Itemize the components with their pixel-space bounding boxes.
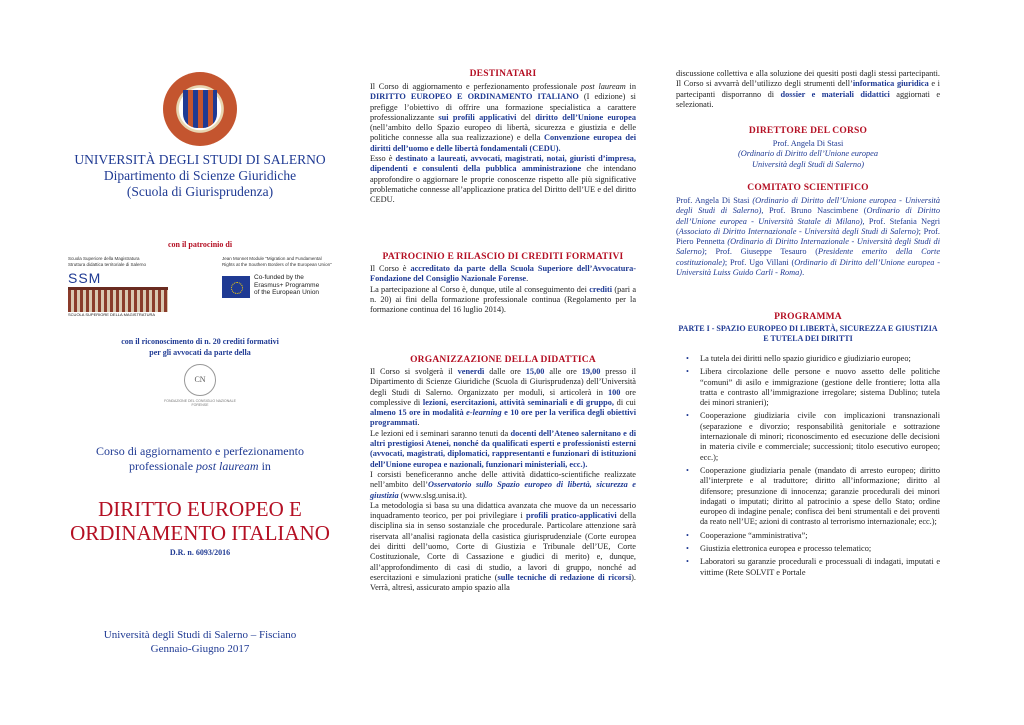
parte-heading: PARTE I - SPAZIO EUROPEO DI LIBERTÀ, SICUREZZA E GIUSTIZIA E TUTELA DEI DIRITTI [678, 324, 938, 343]
list-item: • Cooperazione giudiziaria civile con implicazioni transnazionali (separazione e divorzio; responsabilità genitoriale e sottrazione internazionale di minori; riconoscimento ed esecuzione delle decisioni in materia civile e commerciale; successioni; titolo esecutivo europeo; ecc.); [700, 411, 940, 462]
patrocinio-label: con il patrocinio di [167, 240, 233, 249]
list-item: • Cooperazione giudiziaria penale (mandato di arresto europeo; diritto all’interprete e al traduttore; diritto all’informazione; diritto al difensore; presunzione di innocenza; garanzie procedurali dei minori indagati o imputati; diritto al patrocinio a spese dello Stato; ordine europeo di indagine penale; confisca dei beni strumentali e dei proventi da reato nell’UE; azioni di contrasto al terrorismo internazionale; ecc.); [700, 466, 940, 528]
organizzazione-text: Il Corso si svolgerà il venerdì dalle ore 15,00 alle ore 19,00 presso il Dipartimento di Scienze Giuridiche (Scuola di Giurisprudenza) dell’Università degli Studi di Salerno. Organizzato per moduli, si articolerà in 100 ore complessive di lezioni, esercitazioni, attività seminariali e di gruppo, di cui almeno 15 ore in modalità e-learning e 10 ore per la verifica degli obiettivi programmati. Le lezioni ed i seminari saranno tenuti da docenti dell’Ateneo salernitano e di altri prestigiosi Atenei, nonché da qualificati esperti e professionisti esterni (avvocati, magistrati, diplomatici, rappresentanti e funzionari di istituzioni dell’Unione europea e nazionali, funzionari ministeriali, ecc.). I corsisti beneficeranno anche delle attività didattico-scientifiche realizzate nell’ambito dell’Osservatorio sullo Spazio europeo di libertà, sicurezza e giustizia (www.slsg.unisa.it). La metodologia si basa su una didattica avanzata che muove da un necessario inquadramento teorico, per poi privilegiare i profili pratico-applicativi della disciplina sia in senso sostanziale che procedurale. Particolare attenzione sarà riservata all’analisi ragionata della casistica giurisprudenziale (Corte europea dei diritti dell’uomo, Corte di Giustizia e Tribunale dell’UE, Corte Costituzionale, Corte di Cassazione e giudici di merito) e, dunque, all’approfondimento di casi di studio, a lavori di gruppo, nonché ad esercitazioni e simulazioni pratiche (sulle tecniche di redazione di ricorsi). Verrà, altresì, assicurato ampio spazio alla [370, 367, 637, 593]
direttore-name: Prof. Angela Di Stasi [772, 139, 844, 148]
venue-date: Università degli Studi di Salerno – Fisciano Gennaio-Giugno 2017 [103, 629, 297, 655]
programma-heading: PROGRAMMA [774, 312, 842, 322]
info-column [370, 0, 636, 725]
university-seal-icon [163, 72, 237, 146]
intro-text: discussione collettiva e alla soluzione dei quesiti posti dagli stessi partecipanti. Il Corso si avvarrà dell’utilizzo degli strumenti dell’informatica giuridica e i partecipanti disporranno di dossier e materiali didattici aggiornati e selezionati. [676, 69, 941, 109]
crediti-note: con il riconoscimento di n. 20 crediti formativi per gli avvocati da parte della [121, 337, 279, 357]
organizzazione-section [370, 355, 636, 594]
course-title: DIRITTO EUROPEO E ORDINAMENTO ITALIANO [70, 497, 330, 545]
destinatari-heading: DESTINATARI [469, 69, 537, 79]
programma-section [676, 312, 940, 581]
school-name: (Scuola di Giurisprudenza) [126, 184, 274, 199]
list-item: • La tutela dei diritti nello spazio giuridico e giudiziario europeo; [700, 354, 940, 364]
patrocinio-heading: PATROCINIO E RILASCIO DI CREDITI FORMATIVI [382, 252, 624, 262]
organizzazione-heading: ORGANIZZAZIONE DELLA DIDATTICA [410, 355, 596, 365]
patrocinio-text: Il Corso è accreditato da parte della Scuola Superiore dell’Avvocatura-Fondazione del Consiglio Nazionale Forense. La partecipazione al Corso è, dunque, utile al conseguimento dei crediti (pari a n. 20) ai fini della formazione professionale continua (Regolamento per la formazione continua del 16 luglio 2014). [370, 264, 637, 315]
course-subtitle: Corso di aggiornamento e perfezionamento professionale post lauream in [96, 444, 304, 473]
list-item: • Laboratori su garanzie procedurali e processuali di indagati, imputati e vittime (Rete SOLVIT e Portale [700, 557, 940, 578]
direttore-section: DIRETTORE DEL CORSO Prof. Angela Di Stasi (Ordinario di Diritto dell’Unione europea Università degli Studi di Salerno) [676, 126, 940, 170]
comitato-heading: COMITATO SCIENTIFICO [747, 183, 869, 193]
programma-list [676, 354, 940, 578]
direttore-heading: DIRETTORE DEL CORSO [748, 126, 868, 136]
university-heading [60, 152, 340, 200]
list-item: • Libera circolazione delle persone e nuovo assetto delle politiche “comuni” di asilo e immigrazione (gestione delle frontiere; lotta alla tratta e contrasto all’immigrazione irregolare; sistema Dublino; tutela dei minori stranieri); [700, 367, 940, 408]
intro-continuation [676, 69, 940, 110]
program-column [676, 0, 940, 725]
comitato-text: Prof. Angela Di Stasi (Ordinario di Diritto dell’Unione europea - Università degli Studi di Salerno), Prof. Bruno Nascimbene (Ordinario di Diritto dell’Unione europea - Università Statale di Milano), Prof. Stefania Negri (Associato di Diritto Internazionale - Università degli Studi di Salerno); Prof. Piero Pennetta (Ordinario di Diritto Internazionale - Università degli Studi di Salerno); Prof. Giuseppe Tesauro (Presidente emerito della Corte costituzionale); Prof. Ugo Villani (Ordinario di Diritto dell’Unione europea - Università Luiss Guido Carli - Roma). [676, 196, 941, 278]
cnf-logo: CN FONDAZIONE DEL CONSIGLIO NAZIONALE FORENSE [164, 364, 236, 408]
destinatari-text: Il Corso di aggiornamento e perfezionamento professionale post lauream in DIRITTO EUROPEO E ORDINAMENTO ITALIANO (I edizione) si prefigge l’obiettivo di offrire una formazione specialistica a carattere professionalizzante sui profili applicativi del diritto dell’Unione europea (nell’ambito dello Spazio europeo di libertà, sicurezza e giustizia e delle politiche connesse alla sua realizzazione) e della Convenzione europea dei diritti dell’uomo e delle libertà fondamentali (CEDU). Esso è destinato a laureati, avvocati, magistrati, notai, giuristi d’impresa, dipendenti e consulenti della pubblica amministrazione che intendano approfondire o aggiornare le proprie conoscenze rispetto alle più significative problematiche connesse all’applicazione pratica del Diritto dell’UE e del diritto CEDU. [370, 82, 637, 205]
list-item: • Cooperazione “amministrativa”; [700, 531, 940, 541]
decree-number: D.R. n. 6093/2016 [169, 548, 231, 557]
erasmus-logo: Jean Monnet Module "Migration and Fundamental Rights at the Southern Borders of the European Union" Co-funded by the Erasmus+ Programme of the European Union [222, 256, 332, 296]
destinatari-section [370, 69, 636, 206]
university-name: UNIVERSITÀ DEGLI STUDI DI SALERNO [74, 152, 326, 167]
ssm-logo: Scuola Superiore della Magistratura Struttura didattica territoriale di Salerno SSM SCUOLA SUPERIORE DELLA MAGISTRATURA [68, 256, 208, 314]
list-item: • Giustizia elettronica europea e processo telematico; [700, 544, 940, 554]
cover-column [60, 0, 340, 725]
department-name: Dipartimento di Scienze Giuridiche [103, 168, 297, 183]
building-icon [68, 287, 168, 312]
eu-flag-icon [222, 276, 250, 298]
patrocinio-section [370, 252, 636, 315]
comitato-section [676, 183, 940, 278]
